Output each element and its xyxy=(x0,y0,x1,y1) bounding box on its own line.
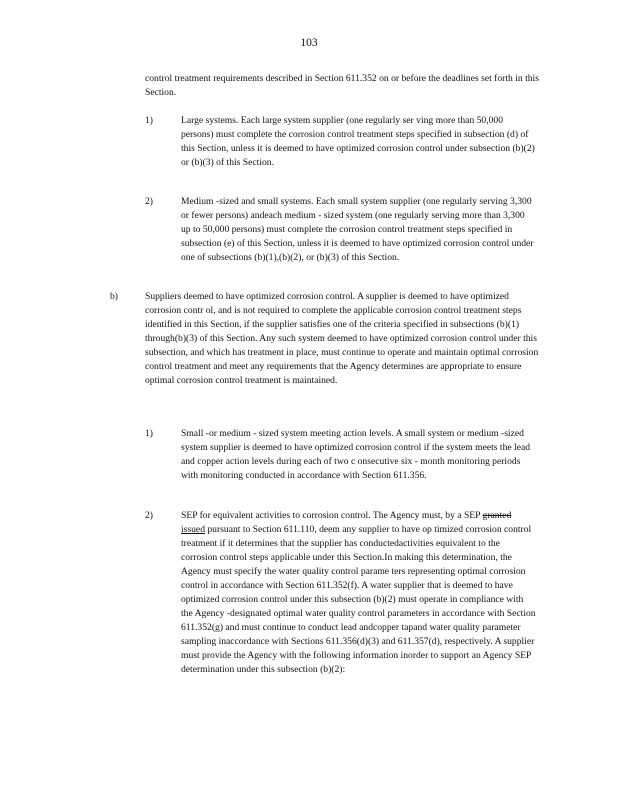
text-before: SEP for equivalent activities to corrosion control. The Agency must, by a SEP xyxy=(181,510,483,521)
page-number: 103 xyxy=(300,37,318,49)
item-text: Large systems. Each large system supplier (one regularly ser ving more than 50,000 persons) must complete the corrosion control treatment steps specified in subsection (d) of this Section, unless it is deemed to have optimized corrosion control under subsection (b)(2) or (b)(3) of this Section. xyxy=(181,115,535,168)
item-text: Suppliers deemed to have optimized corrosion control. A supplier is deemed to have optimized corrosion contr ol, and is not required to complete the applicable corrosion control treatment steps identified in this Section, if the supplier satisfies one of the criteria specified in subsections (b)(1) through(b)(3) of this Section. Any such system deemed to have optimized corrosion control under this subsection, and which has treatment in place, must continue to operate and maintain optimal corrosion control treatment and meet any requirements that the Agency determines are appropriate to ensure optimal corrosion control treatment is maintained. xyxy=(145,291,539,386)
deleted-text: granted xyxy=(482,510,512,521)
item-number: 2) xyxy=(145,196,153,207)
text-after: pursuant to Section 611.110, deem any supplier to have op timized corrosion control treatment if it determines that the supplier has conductedactivities equivalent to the corrosion control steps applicable under this Section.In making this determination, the Agency must specify the water quality control parame ters representing optimal corrosion control in accordance with Section 611.352(f). A water supplier that is deemed to have optimized corrosion control under this subsection (b)(2) must operate in compliance with the Agency -designated optimal water quality control parameters in accordance with Section 611.352(g) and must continue to conduct lead andcopper tapand water quality parameter sampling inaccordance with Sections 611.356(d)(3) and 611.357(d), respectively. A supplier must provide the Agency with the following information inorder to support an Agency SEP determination under this subsection (b)(2): xyxy=(181,524,536,675)
item-number: b) xyxy=(110,291,118,302)
item-number: 1) xyxy=(145,115,153,126)
intro-paragraph: control treatment requirements described in Section 611.352 on or before the deadlines set forth in this Section. xyxy=(145,73,539,98)
item-text xyxy=(181,509,536,677)
item-number: 2) xyxy=(145,510,153,521)
item-number: 1) xyxy=(145,428,153,439)
item-text: Medium -sized and small systems. Each small system supplier (one regularly serving 3,300 or fewer persons) andeach medium - sized system (one regularly serving more than 3,300 up to 50,000 persons) must complete the corrosion control treatment steps specified in subsection (e) of this Section, unless it is deemed to have optimized corrosion control under one of subsections (b)(1),(b)(2), or (b)(3) of this Section. xyxy=(181,196,534,263)
item-text: Small -or medium - sized system meeting action levels. A small system or medium -sized system supplier is deemed to have optimized corrosion control if the system meets the lead and copper action levels during each of two c onsecutive six - month monitoring periods with monitoring conducted in accordance with Section 611.356. xyxy=(181,428,531,481)
inserted-text: issued xyxy=(181,524,205,535)
